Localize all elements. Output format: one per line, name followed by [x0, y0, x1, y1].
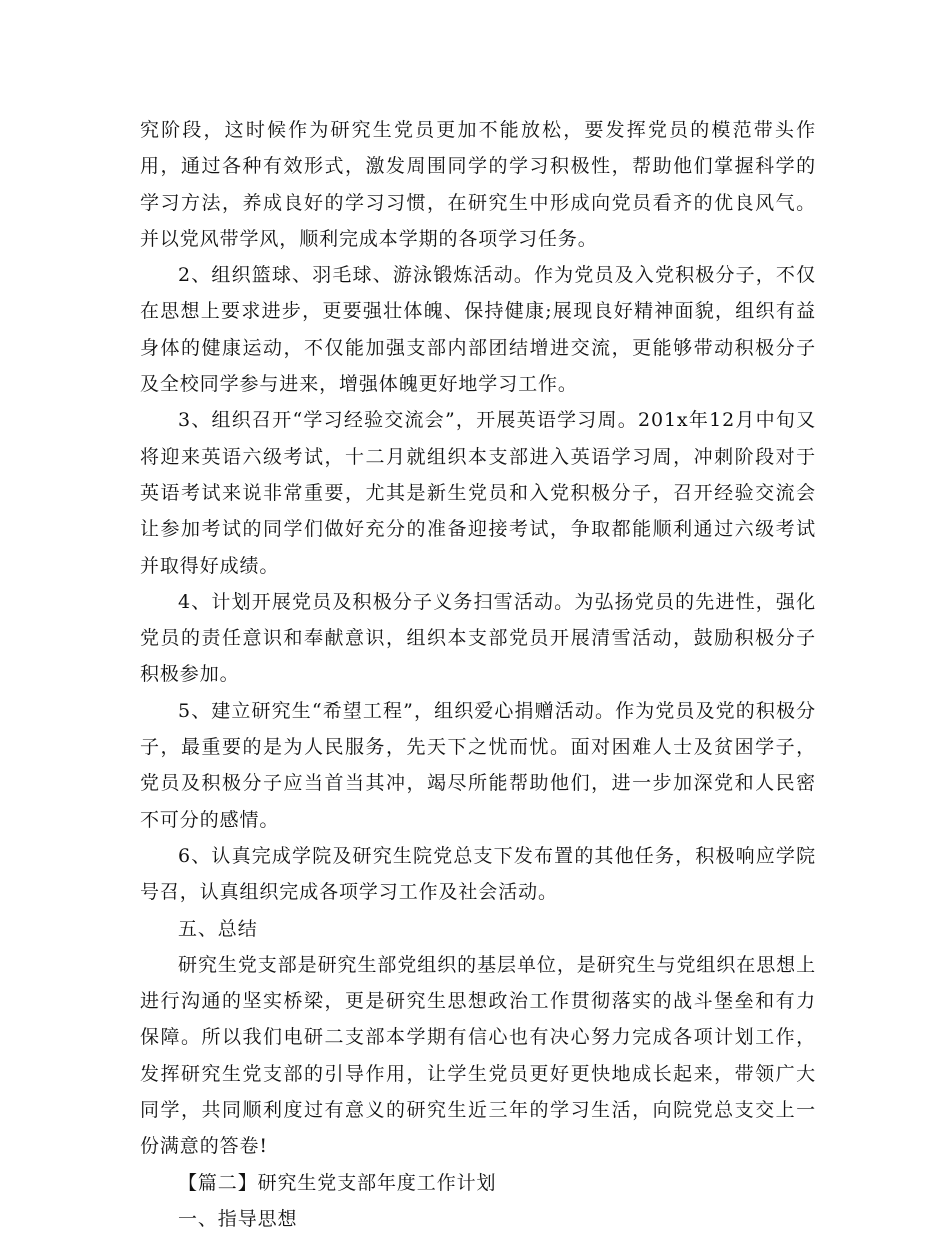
article-title-part-two: 【篇二】研究生党支部年度工作计划: [178, 1171, 497, 1194]
paragraph-summary: 研究生党支部是研究生部党组织的基层单位，是研究生与党组织在思想上进行沟通的坚实桥梁，更是研究生思想政治工作贯彻落实的战斗堡垒和有力保障。所以我们电研二支部本学期有信心也有决心努力完成各项计划工作，发挥研究生党支部的引导作用，让学生党员更好更快地成长起来，带领广大同学，共同顺利度过有意义的研究生近三年的学习生活，向院党总支交上一份满意的答卷!: [140, 953, 816, 1158]
section-heading-summary: 五、总结: [178, 917, 258, 940]
paragraph-item-6: 6、认真完成学院及研究生院党总支下发布置的其他任务，积极响应学院号召，认真组织完成各项学习工作及社会活动。: [140, 844, 816, 904]
section-heading-guiding-ideology: 一、指导思想: [178, 1207, 298, 1230]
paragraph-item-4: 4、计划开展党员及积极分子义务扫雪活动。为弘扬党员的先进性，强化党员的责任意识和奉献意识，组织本支部党员开展清雪活动，鼓励积极分子积极参加。: [140, 590, 816, 686]
document-body: [140, 112, 816, 1237]
paragraph-item-5: 5、建立研究生“希望工程”，组织爱心捐赠活动。作为党员及党的积极分子，最重要的是为人民服务，先天下之忧而忧。面对困难人士及贫困学子，党员及积极分子应当首当其冲，竭尽所能帮助他们，进一步加深党和人民密不可分的感情。: [140, 699, 816, 831]
paragraph-item-3: 3、组织召开“学习经验交流会”，开展英语学习周。201x年12月中旬又将迎来英语六级考试，十二月就组织本支部进入英语学习周，冲刺阶段对于英语考试来说非常重要，尤其是新生党员和入党积极分子，召开经验交流会让参加考试的同学们做好充分的准备迎接考试，争取都能顺利通过六级考试并取得好成绩。: [140, 409, 816, 577]
paragraph-item-2: 2、组织篮球、羽毛球、游泳锻炼活动。作为党员及入党积极分子，不仅在思想上要求进步，更要强壮体魄、保持健康;展现良好精神面貌，组织有益身体的健康运动，不仅能加强支部内部团结增进交流，更能够带动积极分子及全校同学参与进来，增强体魄更好地学习工作。: [140, 264, 816, 396]
paragraph-continuation: 究阶段，这时候作为研究生党员更加不能放松，要发挥党员的模范带头作用，通过各种有效形式，激发周围同学的学习积极性，帮助他们掌握科学的学习方法，养成良好的学习习惯，在研究生中形成向党员看齐的优良风气。并以党风带学风，顺利完成本学期的各项学习任务。: [140, 119, 816, 250]
